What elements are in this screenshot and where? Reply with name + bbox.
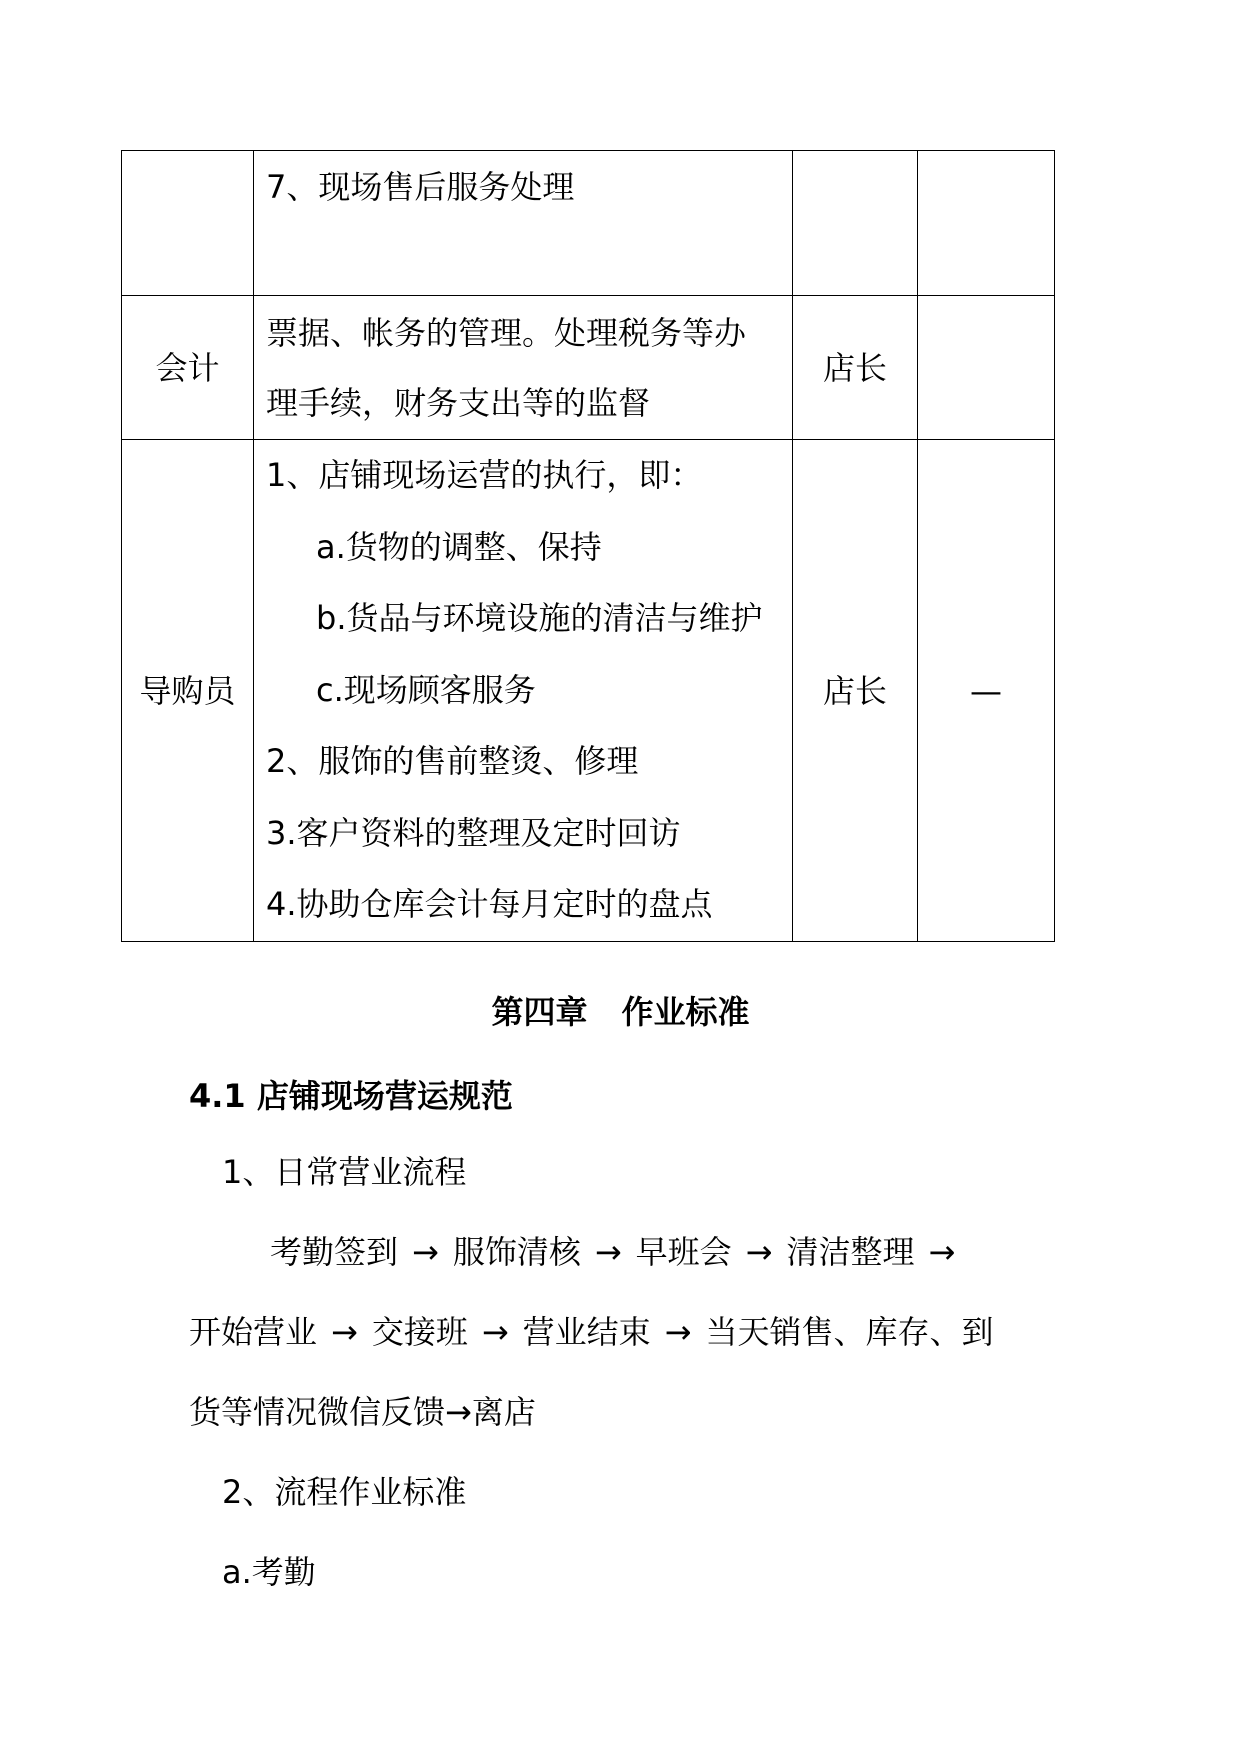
flow-step: 考勤签到	[270, 1233, 399, 1271]
duty-line: 1、店铺现场运营的执行，即：	[266, 456, 703, 495]
arrow-icon: →	[481, 1313, 509, 1351]
flow-line-1	[270, 1228, 969, 1276]
duties-cell	[254, 151, 793, 296]
flow-step: 服饰清核	[452, 1233, 581, 1271]
arrow-icon: →	[445, 1393, 472, 1431]
duty-subline: c.现场顾客服务	[316, 670, 536, 709]
arrow-icon: →	[594, 1233, 622, 1271]
chapter-name: 作业标准	[621, 993, 750, 1031]
table-row	[122, 296, 1055, 440]
flow-line-2	[189, 1308, 994, 1356]
subordinate-cell	[918, 296, 1055, 440]
duties-cell	[254, 296, 793, 440]
arrow-icon: →	[331, 1313, 358, 1351]
duty-line: 2、服饰的售前整烫、修理	[266, 742, 639, 781]
subordinate-cell	[918, 151, 1055, 296]
arrow-icon: →	[745, 1233, 773, 1271]
flow-step: 营业结束	[522, 1313, 651, 1351]
role-cell: 导购员	[122, 440, 254, 942]
table-row	[122, 151, 1055, 296]
flow-step: 清洁整理	[786, 1233, 915, 1271]
duty-subline: a.货物的调整、保持	[316, 527, 602, 566]
supervisor-cell	[793, 151, 918, 296]
role-cell	[122, 151, 254, 296]
flow-step: 货等情况微信反馈	[189, 1393, 446, 1431]
list-item-1: 1、日常营业流程	[222, 1153, 467, 1191]
supervisor-cell: 店长	[793, 440, 918, 942]
duty-line: 票据、帐务的管理。处理税务等办	[266, 313, 747, 352]
duties-table	[121, 150, 1055, 942]
role-cell: 会计	[122, 296, 254, 440]
arrow-icon: →	[928, 1233, 956, 1271]
list-item-2: 2、流程作业标准	[222, 1473, 467, 1511]
supervisor-cell: 店长	[793, 296, 918, 440]
table-row	[122, 440, 1055, 942]
flow-step: 早班会	[635, 1233, 732, 1271]
arrow-icon: →	[664, 1313, 692, 1351]
chapter-number: 第四章	[491, 993, 588, 1031]
subordinate-cell: —	[918, 440, 1055, 942]
duty-line: 7、现场售后服务处理	[266, 168, 575, 206]
flow-step: 交接班	[371, 1313, 468, 1351]
chapter-title	[0, 988, 1241, 1036]
duty-line: 理手续，财务支出等的监督	[266, 383, 651, 422]
flow-step: 当天销售、库存、到	[705, 1313, 994, 1351]
duties-cell	[254, 440, 793, 942]
flow-step: 离店	[471, 1393, 536, 1431]
duty-line: 4.协助仓库会计每月定时的盘点	[266, 885, 713, 924]
duty-line: 3.客户资料的整理及定时回访	[266, 813, 681, 852]
list-item-a: a.考勤	[222, 1553, 316, 1591]
arrow-icon: →	[412, 1233, 439, 1271]
flow-line-3	[189, 1388, 536, 1436]
duty-subline: b.货品与环境设施的清洁与维护	[316, 599, 763, 638]
section-title: 4.1 店铺现场营运规范	[189, 1077, 513, 1115]
flow-step: 开始营业	[189, 1313, 318, 1351]
